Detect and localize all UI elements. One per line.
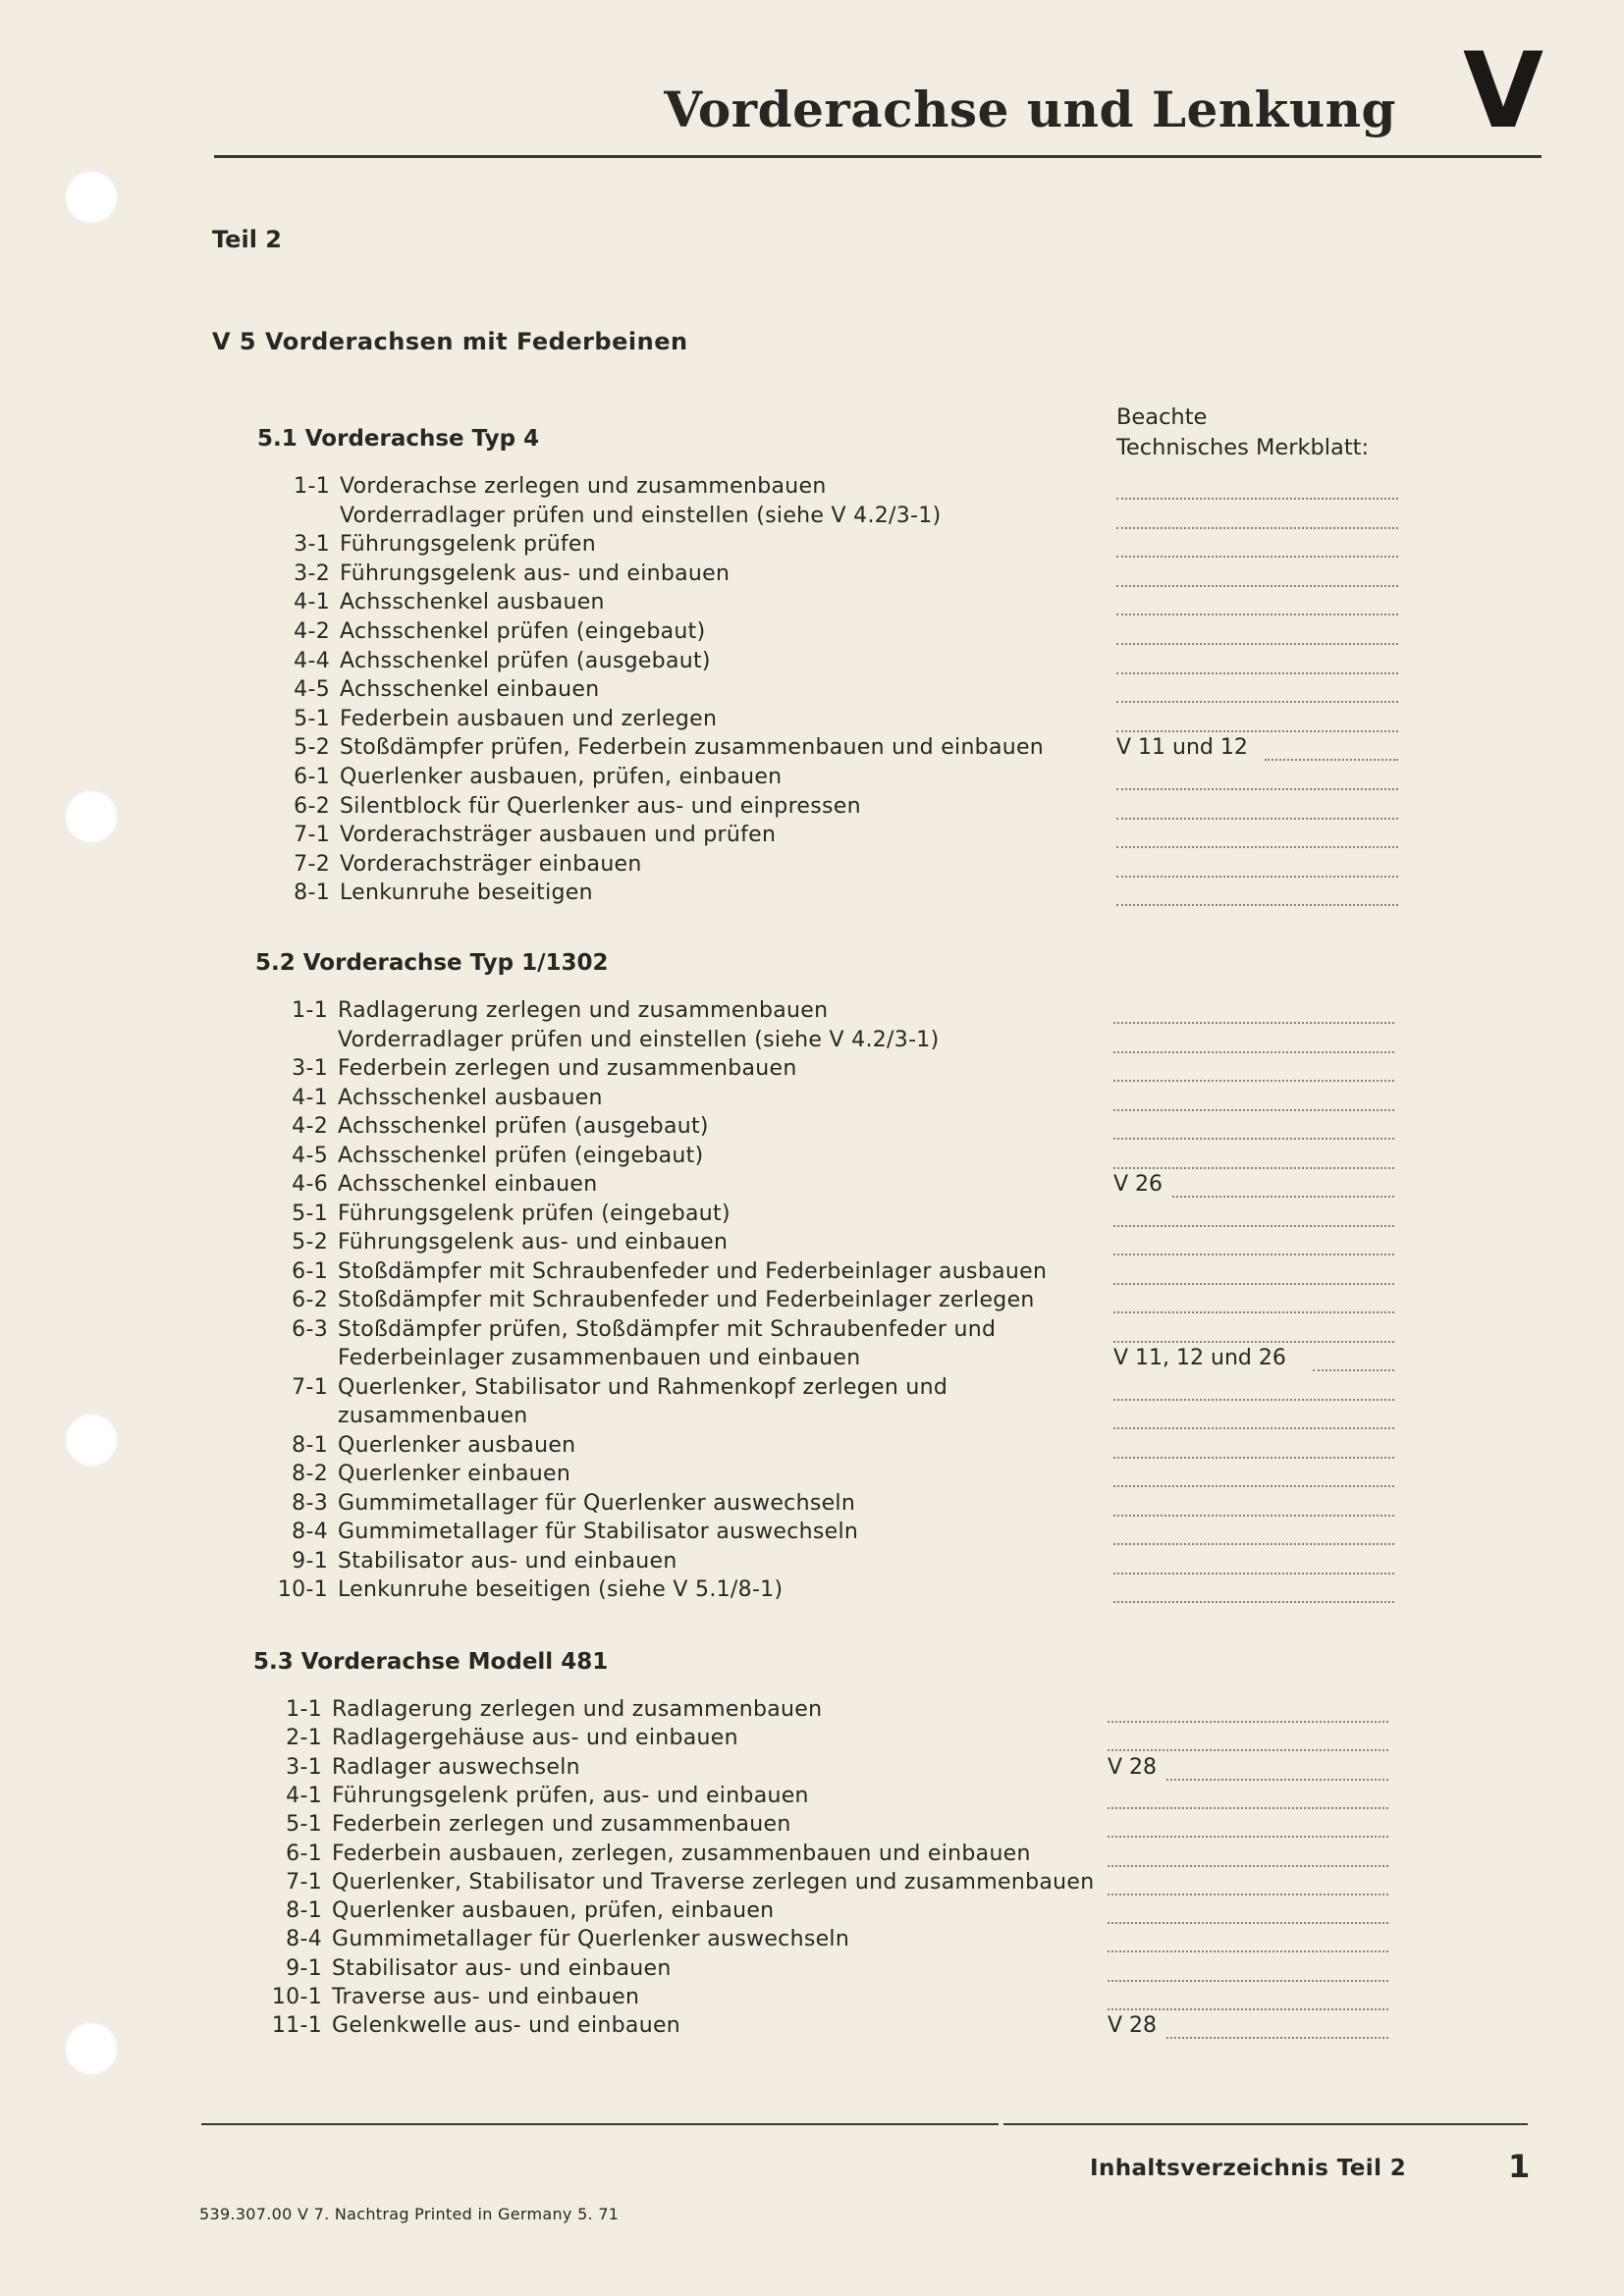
dotted-leader (1113, 1341, 1394, 1343)
dotted-leader (1113, 1283, 1394, 1285)
dotted-leader (1116, 818, 1398, 820)
dotted-leader (1108, 1749, 1388, 1751)
toc-item-number: 7-2 (294, 851, 330, 877)
dotted-leader (1113, 1109, 1394, 1111)
toc-item-text: Silentblock für Querlenker aus- und einpressen (340, 793, 861, 819)
toc-item-number: 8-4 (292, 1520, 328, 1544)
punch-hole (65, 790, 118, 843)
toc-item-number: 1-1 (286, 1697, 322, 1722)
toc-item-text: Vorderachsträger einbauen (340, 851, 642, 877)
dotted-leader (1108, 1807, 1388, 1809)
toc-item-number: 8-1 (292, 1432, 328, 1458)
punch-hole (65, 2022, 118, 2075)
toc-item-number: 6-3 (292, 1316, 328, 1342)
toc-item-number: 9-1 (286, 1955, 322, 1981)
dotted-leader (1108, 1836, 1388, 1838)
toc-item-text: Traverse aus- und einbauen (332, 1985, 640, 2009)
merkblatt-reference: V 28 (1108, 1754, 1158, 1780)
dotted-leader (1265, 759, 1398, 761)
toc-item-number: 5-1 (292, 1201, 328, 1226)
toc-item-text: Radlager auswechseln (332, 1754, 580, 1780)
dotted-leader (1116, 701, 1398, 703)
toc-item-number: 3-1 (292, 1056, 328, 1081)
toc-item-text: Federbein zerlegen und zusammenbauen (332, 1812, 791, 1838)
punch-hole (65, 1414, 118, 1467)
toc-item-number: 1-1 (294, 474, 330, 499)
toc-item-text: Stabilisator aus- und einbauen (338, 1548, 677, 1574)
section-letter: V (1463, 30, 1544, 151)
dotted-leader (1108, 1894, 1388, 1896)
section-title: 5.3 Vorderachse Modell 481 (253, 1649, 609, 1675)
dotted-leader (1313, 1369, 1394, 1371)
dotted-leader (1116, 876, 1398, 878)
toc-item-text: Stabilisator aus- und einbauen (332, 1955, 672, 1981)
dotted-leader (1113, 1543, 1394, 1545)
dotted-leader (1116, 672, 1398, 674)
toc-item-text: Querlenker, Stabilisator und Rahmenkopf zerlegen und (338, 1374, 948, 1400)
footer-label: Inhaltsverzeichnis Teil 2 (1090, 2156, 1407, 2181)
dotted-leader (1116, 498, 1398, 500)
toc-item-number: 6-1 (294, 765, 330, 789)
dotted-leader (1108, 1980, 1388, 1982)
toc-item-number: 5-1 (286, 1812, 322, 1838)
toc-item-text: Achsschenkel einbauen (338, 1172, 598, 1197)
toc-item-text: Führungsgelenk prüfen, aus- und einbauen (332, 1783, 809, 1808)
dotted-leader (1113, 1051, 1394, 1053)
punch-hole (65, 171, 118, 224)
merkblatt-reference: V 11, 12 und 26 (1113, 1346, 1286, 1370)
toc-item-text: Achsschenkel prüfen (ausgebaut) (340, 648, 711, 673)
toc-item-text: Querlenker ausbauen, prüfen, einbauen (332, 1898, 775, 1924)
dotted-leader (1116, 788, 1398, 790)
toc-item-number: 7-1 (294, 823, 330, 848)
toc-item-text: Gummimetallager für Querlenker auswechseln (338, 1490, 856, 1516)
toc-item-number: 5-1 (294, 706, 330, 731)
page-number: 1 (1508, 2148, 1531, 2185)
toc-item-text: Radlagerung zerlegen und zusammenbauen (338, 998, 829, 1023)
toc-item-number: 9-1 (292, 1548, 328, 1574)
dotted-leader (1108, 1721, 1388, 1723)
footer-divider (1003, 2123, 1528, 2125)
toc-item-number: 4-2 (292, 1114, 328, 1139)
toc-item-number: 4-1 (294, 590, 330, 615)
toc-item-text: Federbeinlager zusammenbauen und einbauen (338, 1346, 861, 1370)
toc-item-text: Gelenkwelle aus- und einbauen (332, 2013, 681, 2039)
toc-item-text: Lenkunruhe beseitigen (siehe V 5.1/8-1) (338, 1577, 784, 1602)
toc-item-number: 4-4 (294, 648, 330, 673)
toc-item-number: 8-4 (286, 1927, 322, 1952)
dotted-leader (1116, 643, 1398, 645)
dotted-leader (1108, 1922, 1388, 1924)
toc-item-text: Achsschenkel prüfen (eingebaut) (338, 1143, 704, 1168)
dotted-leader (1116, 904, 1398, 906)
chapter-title: V 5 Vorderachsen mit Federbeinen (212, 328, 688, 355)
dotted-leader (1116, 614, 1398, 615)
toc-item-number: 6-2 (292, 1288, 328, 1312)
page-title: Vorderachse und Lenkung (664, 80, 1396, 138)
part-label: Teil 2 (212, 226, 282, 253)
toc-item-text: Vorderradlager prüfen und einstellen (siehe V 4.2/3-1) (338, 1027, 940, 1052)
dotted-leader (1113, 1427, 1394, 1429)
merkblatt-header-line: Technisches Merkblatt: (1116, 435, 1370, 460)
toc-item-text: Führungsgelenk prüfen (eingebaut) (338, 1201, 731, 1226)
dotted-leader (1116, 585, 1398, 587)
toc-item-text: Achsschenkel prüfen (eingebaut) (340, 619, 706, 644)
merkblatt-header (1116, 402, 1369, 463)
dotted-leader (1113, 1311, 1394, 1313)
toc-item-text: Querlenker ausbauen (338, 1432, 576, 1458)
toc-item-number: 7-1 (286, 1869, 322, 1895)
toc-item-text: Achsschenkel einbauen (340, 677, 600, 703)
dotted-leader (1108, 2008, 1388, 2010)
toc-item-number: 8-1 (286, 1898, 322, 1924)
dotted-leader (1113, 1485, 1394, 1487)
toc-item-text: Gummimetallager für Stabilisator auswechseln (338, 1520, 859, 1544)
toc-item-number: 4-5 (294, 677, 330, 703)
dotted-leader (1113, 1080, 1394, 1082)
dotted-leader (1108, 1950, 1388, 1952)
toc-item-text: Radlagerung zerlegen und zusammenbauen (332, 1697, 823, 1722)
toc-item-number: 5-2 (294, 735, 330, 761)
toc-item-number: 10-1 (271, 1985, 322, 2009)
dotted-leader (1116, 527, 1398, 529)
toc-item-text: Radlagergehäuse aus- und einbauen (332, 1726, 738, 1751)
toc-item-number: 3-1 (286, 1754, 322, 1780)
toc-item-text: Querlenker, Stabilisator und Traverse zerlegen und zusammenbauen (332, 1869, 1095, 1895)
toc-item-text: Führungsgelenk aus- und einbauen (340, 561, 731, 586)
toc-item-text: Federbein zerlegen und zusammenbauen (338, 1056, 797, 1081)
toc-item-number: 5-2 (292, 1230, 328, 1255)
dotted-leader (1108, 1865, 1388, 1867)
toc-item-number: 6-1 (292, 1258, 328, 1284)
toc-item-number: 4-1 (292, 1085, 328, 1110)
toc-item-text: Führungsgelenk aus- und einbauen (338, 1230, 729, 1255)
toc-item-number: 10-1 (277, 1577, 328, 1602)
dotted-leader (1166, 2037, 1388, 2039)
toc-item-number: 8-2 (292, 1462, 328, 1486)
toc-item-text: Vorderradlager prüfen und einstellen (siehe V 4.2/3-1) (340, 503, 942, 528)
toc-item-number: 4-1 (286, 1783, 322, 1808)
toc-item-text: Federbein ausbauen und zerlegen (340, 706, 718, 731)
merkblatt-header-line: Beachte (1116, 404, 1208, 430)
toc-item-number: 7-1 (292, 1374, 328, 1400)
toc-item-text: Stoßdämpfer prüfen, Federbein zusammenbauen und einbauen (340, 735, 1045, 761)
dotted-leader (1116, 846, 1398, 848)
toc-item-text: zusammenbauen (338, 1404, 528, 1428)
toc-item-text: Führungsgelenk prüfen (340, 532, 596, 558)
toc-item-number: 8-3 (292, 1490, 328, 1516)
toc-item-text: Vorderachse zerlegen und zusammenbauen (340, 474, 827, 499)
toc-item-text: Federbein ausbauen, zerlegen, zusammenbauen und einbauen (332, 1841, 1031, 1866)
dotted-leader (1113, 1457, 1394, 1459)
toc-item-number: 8-1 (294, 881, 330, 906)
toc-item-text: Stoßdämpfer prüfen, Stoßdämpfer mit Schraubenfeder und (338, 1316, 997, 1342)
toc-item-text: Gummimetallager für Querlenker auswechseln (332, 1927, 850, 1952)
dotted-leader (1113, 1022, 1394, 1024)
dotted-leader (1113, 1515, 1394, 1517)
imprint: 539.307.00 V 7. Nachtrag Printed in Germany 5. 71 (199, 2205, 620, 2223)
section-title: 5.2 Vorderachse Typ 1/1302 (255, 950, 609, 976)
toc-item-number: 6-2 (294, 793, 330, 819)
footer-divider (201, 2123, 999, 2125)
header-divider (214, 155, 1542, 158)
toc-item-text: Querlenker einbauen (338, 1462, 571, 1486)
toc-item-text: Achsschenkel ausbauen (340, 590, 605, 615)
toc-item-number: 11-1 (271, 2013, 322, 2039)
toc-item-text: Stoßdämpfer mit Schraubenfeder und Federbeinlager zerlegen (338, 1288, 1035, 1312)
toc-item-text: Vorderachsträger ausbauen und prüfen (340, 823, 777, 848)
toc-item-number: 4-6 (292, 1172, 328, 1197)
toc-item-text: Lenkunruhe beseitigen (340, 881, 593, 906)
toc-item-number: 3-1 (294, 532, 330, 558)
toc-item-number: 1-1 (292, 998, 328, 1023)
merkblatt-reference: V 11 und 12 (1116, 735, 1248, 761)
dotted-leader (1113, 1254, 1394, 1255)
toc-item-number: 4-5 (292, 1143, 328, 1168)
dotted-leader (1113, 1225, 1394, 1227)
toc-item-text: Achsschenkel prüfen (ausgebaut) (338, 1114, 709, 1139)
dotted-leader (1116, 730, 1398, 732)
dotted-leader (1113, 1167, 1394, 1169)
toc-item-number: 2-1 (286, 1726, 322, 1751)
dotted-leader (1116, 556, 1398, 558)
toc-item-text: Achsschenkel ausbauen (338, 1085, 603, 1110)
dotted-leader (1113, 1573, 1394, 1575)
toc-item-number: 3-2 (294, 561, 330, 586)
dotted-leader (1113, 1601, 1394, 1603)
dotted-leader (1113, 1399, 1394, 1401)
merkblatt-reference: V 26 (1113, 1172, 1164, 1197)
toc-item-text: Stoßdämpfer mit Schraubenfeder und Federbeinlager ausbauen (338, 1258, 1048, 1284)
toc-item-number: 4-2 (294, 619, 330, 644)
toc-item-number: 6-1 (286, 1841, 322, 1866)
merkblatt-reference: V 28 (1108, 2013, 1158, 2039)
dotted-leader (1172, 1196, 1394, 1198)
section-title: 5.1 Vorderachse Typ 4 (257, 426, 540, 452)
dotted-leader (1113, 1138, 1394, 1140)
toc-item-text: Querlenker ausbauen, prüfen, einbauen (340, 765, 783, 789)
dotted-leader (1166, 1779, 1388, 1781)
